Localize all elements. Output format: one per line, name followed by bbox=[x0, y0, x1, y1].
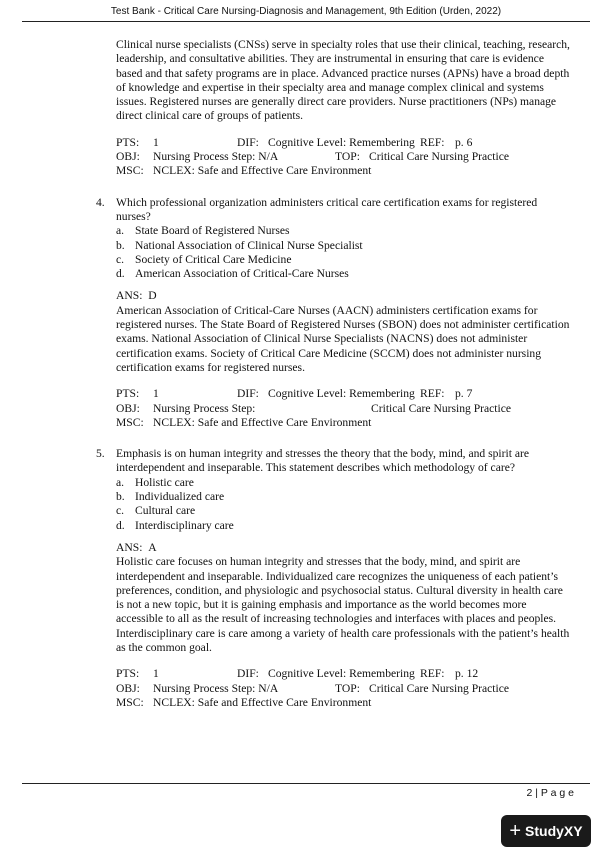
choice-text: Society of Critical Care Medicine bbox=[135, 252, 292, 266]
answer-line bbox=[116, 541, 572, 555]
question-meta bbox=[116, 136, 572, 179]
page-number: 2 | P a g e bbox=[526, 787, 574, 799]
document-body bbox=[96, 38, 572, 710]
obj-label: OBJ: bbox=[116, 681, 140, 695]
choice-letter: c. bbox=[116, 252, 125, 266]
question-4 bbox=[96, 195, 572, 430]
choice-letter: a. bbox=[116, 475, 125, 489]
dif-value: Cognitive Level: Remembering bbox=[268, 135, 415, 149]
obj-value: Nursing Process Step: N/A bbox=[153, 681, 279, 695]
answer-choices bbox=[116, 224, 572, 281]
choice-text: Cultural care bbox=[135, 504, 196, 518]
footer-divider bbox=[22, 783, 590, 784]
choice-c bbox=[116, 253, 572, 267]
choice-a bbox=[116, 224, 572, 238]
pts-value: 1 bbox=[153, 135, 159, 149]
choice-letter: c. bbox=[116, 504, 125, 518]
rationale-text: Clinical nurse specialists (CNSs) serve in specialty roles that use their clinical, teaching, research, leadership, and consultative abilities. They are instrumental in ensuring that care is evidence based and that safety programs are in place. Advanced practice nurses (APNs) have a broad depth of knowledge and expertise in their specialty area and manage complex clinical and systems issues. Registered nurses are generally direct care providers. Nurse practitioners (NPs) manage direct clinical care of groups of patients. bbox=[116, 38, 570, 123]
choice-text: American Association of Critical-Care Nurses bbox=[135, 267, 349, 281]
choice-text: Interdisciplinary care bbox=[135, 518, 234, 532]
choice-letter: b. bbox=[116, 490, 125, 504]
obj-label: OBJ: bbox=[116, 150, 140, 164]
question-stem: Emphasis is on human integrity and stresses the theory that the body, mind, and spirit are interdependent and inseparable. This statement describes which methodology of care? bbox=[116, 447, 530, 475]
pts-value: 1 bbox=[153, 387, 159, 401]
choice-d bbox=[116, 519, 572, 533]
msc-value: NCLEX: Safe and Effective Care Environment bbox=[153, 415, 372, 429]
ref-label: REF: bbox=[420, 667, 445, 681]
dif-label: DIF: bbox=[237, 387, 259, 401]
ref-value: p. 12 bbox=[455, 667, 479, 681]
rationale-text: Holistic care focuses on human integrity and stresses that the body, mind, and spirit are interdependent and inseparable. Individualized care recognizes the uniqueness of each patient’s preferences, condition, and physiologic and psychosocial status. Cultural diversity in health care is not a new topic, but it is gaining emphasis and importance as the world becomes more accessible to all as the result of increasing technologies and interfaces with places and peoples. Interdisciplinary care is care among a variety of health care professionals with the patient’s health as the common goal. bbox=[116, 555, 570, 654]
dif-label: DIF: bbox=[237, 135, 259, 149]
document-header: Test Bank - Critical Care Nursing-Diagnosis and Management, 9th Edition (Urden, 2022) bbox=[22, 6, 590, 22]
top-value: Critical Care Nursing Practice bbox=[371, 401, 512, 415]
ref-value: p. 6 bbox=[455, 135, 473, 149]
pts-label: PTS: bbox=[116, 135, 140, 149]
obj-value: Nursing Process Step: N/A bbox=[153, 150, 279, 164]
ref-value: p. 7 bbox=[455, 387, 473, 401]
rationale-text: American Association of Critical-Care Nurses (AACN) administers certification exams for registered nurses. The State Board of Registered Nurses (SBON) does not administer certification exams. National Association of Clinical Nurse Specialists (NACNS) does not administer certification exams. Society of Critical Care Medicine (SCCM) does not administer nursing certification exams for registered nurses. bbox=[116, 303, 570, 374]
studyxy-logo[interactable] bbox=[501, 815, 591, 847]
choice-a bbox=[116, 476, 572, 490]
choice-text: Holistic care bbox=[135, 475, 194, 489]
msc-label: MSC: bbox=[116, 415, 144, 429]
dif-value: Cognitive Level: Remembering bbox=[268, 667, 415, 681]
choice-text: Individualized care bbox=[135, 490, 225, 504]
choice-text: State Board of Registered Nurses bbox=[135, 224, 290, 238]
logo-text: StudyXY bbox=[525, 823, 583, 839]
msc-value: NCLEX: Safe and Effective Care Environment bbox=[153, 695, 372, 709]
plus-icon: + bbox=[509, 820, 522, 842]
question-meta bbox=[116, 387, 572, 430]
answer-value: D bbox=[148, 289, 157, 303]
pts-label: PTS: bbox=[116, 667, 140, 681]
answer-choices bbox=[116, 476, 572, 533]
dif-value: Cognitive Level: Remembering bbox=[268, 387, 415, 401]
choice-b bbox=[116, 490, 572, 504]
choice-c bbox=[116, 504, 572, 518]
question-number: 4. bbox=[96, 195, 105, 209]
choice-text: National Association of Clinical Nurse Specialist bbox=[135, 238, 363, 252]
choice-letter: a. bbox=[116, 224, 125, 238]
choice-letter: d. bbox=[116, 518, 125, 532]
msc-label: MSC: bbox=[116, 695, 144, 709]
choice-d bbox=[116, 267, 572, 281]
top-label: TOP: bbox=[335, 681, 360, 695]
pts-value: 1 bbox=[153, 667, 159, 681]
choice-letter: b. bbox=[116, 238, 125, 252]
top-value: Critical Care Nursing Practice bbox=[369, 150, 510, 164]
choice-letter: d. bbox=[116, 267, 125, 281]
top-label: TOP: bbox=[335, 150, 360, 164]
question-meta bbox=[116, 667, 572, 710]
question-5 bbox=[96, 447, 572, 710]
question-stem: Which professional organization administers critical care certification exams for registered nurses? bbox=[116, 195, 538, 223]
answer-value: A bbox=[148, 540, 157, 554]
choice-b bbox=[116, 239, 572, 253]
answer-label: ANS: bbox=[116, 540, 143, 554]
question-number: 5. bbox=[96, 447, 105, 461]
question-3-continuation bbox=[116, 38, 572, 179]
dif-label: DIF: bbox=[237, 667, 259, 681]
obj-value: Nursing Process Step: bbox=[153, 401, 256, 415]
answer-label: ANS: bbox=[116, 289, 143, 303]
msc-value: NCLEX: Safe and Effective Care Environment bbox=[153, 164, 372, 178]
ref-label: REF: bbox=[420, 387, 445, 401]
msc-label: MSC: bbox=[116, 164, 144, 178]
ref-label: REF: bbox=[420, 135, 445, 149]
obj-label: OBJ: bbox=[116, 401, 140, 415]
answer-line bbox=[116, 289, 572, 303]
top-value: Critical Care Nursing Practice bbox=[369, 681, 510, 695]
pts-label: PTS: bbox=[116, 387, 140, 401]
